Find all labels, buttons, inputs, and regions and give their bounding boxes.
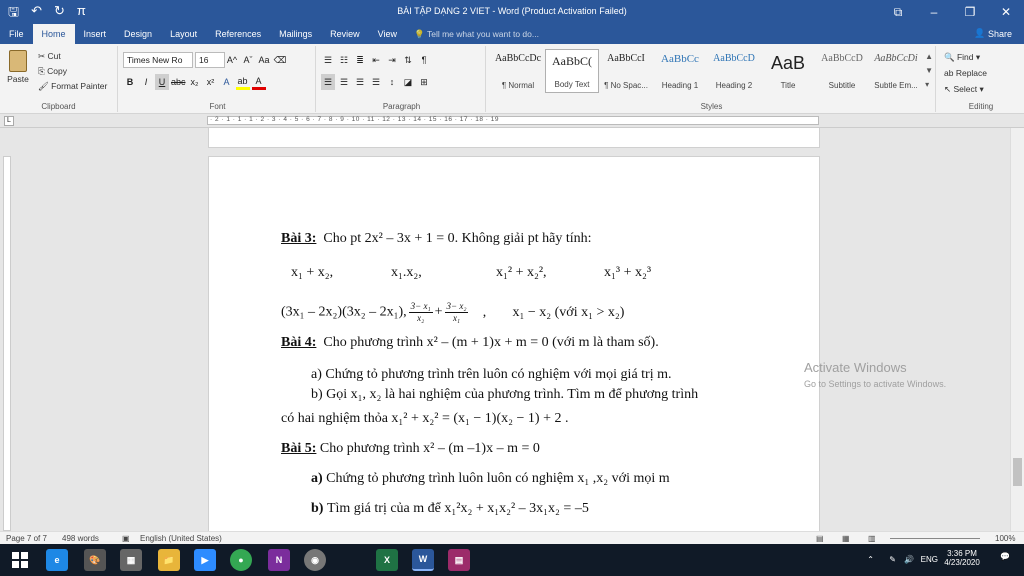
bai5-label: Bài 5: <box>281 441 317 456</box>
ime-indicator[interactable]: ENG <box>920 555 938 564</box>
ruler-numbers: · 2 · 1 · 1 · 1 · 2 · 3 · 4 · 5 · 6 · 7 · 8 · 9 · 10 · 11 · 12 · 13 · 14 · 15 · 16 · 17 · 18 · 19 <box>210 116 499 123</box>
bai3-expressions-1 <box>291 265 651 281</box>
line-spacing-icon[interactable]: ↕ <box>389 77 395 87</box>
underline-button[interactable]: U <box>155 74 169 90</box>
share-button[interactable] <box>974 28 1012 39</box>
maximize-button[interactable]: ❐ <box>964 5 976 19</box>
copy-label: Copy <box>47 66 68 76</box>
replace-label: Replace <box>955 68 988 78</box>
styles-label: Styles <box>700 102 723 111</box>
bai4-part-a: a) Chứng tỏ phương trình trên luôn có nghiệm với mọi giá trị m. <box>311 367 672 382</box>
paste-button[interactable] <box>6 48 30 84</box>
minimize-button[interactable]: – <box>930 5 938 19</box>
app-icon[interactable]: ▦ <box>120 549 142 571</box>
show-marks-icon[interactable]: ¶ <box>421 55 427 65</box>
person-icon: 👤 <box>974 28 988 38</box>
language[interactable]: English (United States) <box>140 534 222 543</box>
style-name: Subtitle <box>828 81 856 90</box>
comma: , <box>482 304 487 320</box>
style-preview: AaBbCcDc <box>494 53 542 64</box>
format-painter-label: Format Painter <box>51 81 108 91</box>
scissors-icon: ✂ <box>38 51 48 61</box>
paste-label: Paste <box>7 74 29 84</box>
horizontal-ruler <box>0 114 1024 128</box>
styles-group <box>488 46 936 112</box>
font-size-dropdown[interactable]: 16 <box>195 52 225 68</box>
save-icon[interactable]: 🖫 <box>8 4 20 19</box>
web-layout-icon[interactable]: ▥ <box>868 534 876 543</box>
expr-sum-cubes: x₁³ + x₂³ <box>604 265 652 280</box>
bai5-part-a <box>311 471 670 487</box>
bai3-label: Bài 3: <box>281 231 317 246</box>
bai4-part-b: b) Gọi x₁, x₂ là hai nghiệm của phương trình. Tìm m để phương trình <box>311 387 699 402</box>
fraction-2-den: x₁ <box>452 313 461 323</box>
window-title: BÀI TẬP DẠNG 2 VIET - Word (Product Activation Failed) <box>397 6 627 16</box>
style-normal[interactable] <box>491 49 545 93</box>
tab-insert[interactable]: Insert <box>83 29 107 39</box>
cut-label: Cut <box>47 51 61 61</box>
brush-icon: 🖌 <box>38 81 52 91</box>
editing-group <box>938 46 1024 112</box>
bai4-text: Cho phương trình x² – (m + 1)x + m = 0 (với m là tham số). <box>323 335 659 350</box>
strikethrough-button[interactable]: abc <box>171 77 186 87</box>
redo-icon[interactable]: ↻ <box>53 3 65 18</box>
cursor-icon: ↖ <box>944 84 954 94</box>
word-count[interactable]: 498 words <box>62 534 99 543</box>
fraction-2 <box>445 301 469 324</box>
format-painter-button[interactable] <box>38 79 107 94</box>
increase-indent-icon[interactable]: ⇥ <box>388 54 396 65</box>
pen-icon[interactable]: ✎ <box>889 555 896 564</box>
font-group <box>120 46 316 112</box>
bai5-a-label: a) <box>311 471 323 486</box>
clipboard-icon <box>9 50 27 72</box>
scrollbar-thumb[interactable] <box>1013 458 1022 486</box>
numbering-icon[interactable]: ☷ <box>339 54 349 65</box>
select-label: Select <box>953 84 978 94</box>
ribbon-display-icon[interactable]: ⧉ <box>893 4 903 19</box>
style-title[interactable] <box>761 49 815 93</box>
bold-button[interactable]: B <box>126 77 134 87</box>
time: 3:36 PM <box>947 549 977 558</box>
clock[interactable] <box>940 549 984 567</box>
zoom-slider[interactable] <box>890 538 980 539</box>
align-left-icon[interactable]: ☰ <box>321 74 335 90</box>
undo-icon[interactable]: ↶ <box>31 3 42 18</box>
close-button[interactable]: ✕ <box>1000 5 1012 19</box>
bai4-label: Bài 4: <box>281 335 317 350</box>
align-right-icon[interactable]: ☰ <box>355 76 365 87</box>
style-subtle-emphasis[interactable] <box>869 49 923 93</box>
winrar-icon[interactable]: ▤ <box>448 549 470 571</box>
magnifier-icon: 🔍 <box>944 52 957 62</box>
date: 4/23/2020 <box>944 558 980 567</box>
copy-icon: ⎘ <box>38 66 48 76</box>
excel-icon[interactable]: X <box>376 549 398 571</box>
lightbulb-icon: 💡 <box>414 28 427 39</box>
clipboard-label: Clipboard <box>41 102 76 111</box>
bai4-line <box>281 335 659 351</box>
style-preview: AaBbCcDi <box>874 53 918 64</box>
style-body-text[interactable] <box>545 49 599 93</box>
fraction-1-num: 3− x₁ <box>410 301 431 311</box>
bai4-condition: có hai nghiệm thỏa x₁² + x₂² = (x₁ − 1)(x₂ − 1) + 2 . <box>281 411 569 426</box>
print-layout-icon[interactable]: ▦ <box>842 534 850 543</box>
file-explorer-icon[interactable]: 📁 <box>158 549 180 571</box>
ribbon-tabs <box>0 24 1024 44</box>
equation-pi-icon[interactable]: π <box>76 3 86 18</box>
style-name: Subtle Em... <box>874 81 918 90</box>
more-styles-icon[interactable]: ▾ <box>925 80 930 89</box>
sort-icon[interactable]: ⇅ <box>404 54 412 65</box>
font-name-dropdown[interactable]: Times New Ro <box>123 52 193 68</box>
bullets-icon[interactable]: ☰ <box>323 54 333 65</box>
zoom-icon[interactable]: ▶ <box>194 549 216 571</box>
style-name: Heading 2 <box>715 81 753 90</box>
camera-icon[interactable]: ◉ <box>304 549 326 571</box>
expr-sum-squares: x₁² + x₂², <box>496 265 547 280</box>
justify-icon[interactable]: ☰ <box>371 76 381 87</box>
style-preview: AaBbCcD <box>713 53 755 64</box>
bai5-a-text: Chứng tỏ phương trình luôn luôn có nghiệm x₁ ,x₂ với mọi m <box>326 471 670 486</box>
bai5-b-label: b) <box>311 501 324 516</box>
document-page[interactable] <box>208 156 820 531</box>
windows-start-icon[interactable] <box>0 544 40 576</box>
window-controls <box>880 0 1024 24</box>
share-label: Share <box>987 28 1012 39</box>
vertical-ruler <box>0 128 14 531</box>
text-effects-button[interactable]: A <box>223 77 230 87</box>
style-name: ¶ Normal <box>501 81 535 90</box>
bai5-part-b <box>311 501 589 517</box>
style-preview: AaBbCc <box>661 53 699 65</box>
read-mode-icon[interactable]: ▤ <box>816 534 824 543</box>
superscript-button[interactable]: x² <box>206 77 215 87</box>
expr-difference: x₁ − x₂ (với x₁ > x₂) <box>512 304 625 320</box>
editing-label: Editing <box>968 102 994 111</box>
style-preview: AaBbC( <box>552 54 592 68</box>
tab-selector-icon[interactable]: L <box>4 116 14 126</box>
subscript-button[interactable]: x₂ <box>190 77 199 87</box>
grow-font-button[interactable]: A^ <box>226 55 238 65</box>
watermark-line2: Go to Settings to activate Windows. <box>804 379 947 389</box>
style-preview: AaBbCcI <box>607 53 645 64</box>
find-label: Find <box>956 52 974 62</box>
bai3-text: Cho pt 2x² – 3x + 1 = 0. Không giải pt hãy tính: <box>323 231 592 246</box>
word-icon[interactable]: W <box>412 549 434 571</box>
watermark-line1: Activate Windows <box>804 360 907 375</box>
fraction-1-den: x₂ <box>417 313 425 323</box>
vertical-ruler-bar <box>3 156 11 531</box>
page-count[interactable]: Page 7 of 7 <box>6 534 47 543</box>
shading-icon[interactable]: ◪ <box>403 76 413 87</box>
style-no-spacing[interactable] <box>599 49 653 93</box>
plus-sign: + <box>434 304 443 320</box>
ribbon <box>0 44 1024 114</box>
proofing-icon[interactable]: ▣ <box>122 534 130 543</box>
replace-button[interactable] <box>944 65 987 81</box>
change-case-button[interactable]: Aa <box>258 55 270 65</box>
vertical-scrollbar[interactable] <box>1010 128 1024 531</box>
expr-product: x₁.x₂, <box>391 265 422 280</box>
style-name: Title <box>780 81 796 90</box>
style-preview: AaBbCcD <box>821 53 863 64</box>
decrease-indent-icon[interactable]: ⇤ <box>372 54 380 65</box>
bai5-text: Cho phương trình x² – (m –1)x – m = 0 <box>319 441 540 456</box>
paragraph-group <box>318 46 486 112</box>
onenote-icon[interactable]: N <box>268 549 290 571</box>
status-bar <box>0 531 1024 544</box>
style-subtitle[interactable] <box>815 49 869 93</box>
clipboard-group <box>0 46 118 112</box>
previous-page-bottom <box>208 128 820 148</box>
tab-file[interactable]: File <box>9 29 24 39</box>
style-name: Heading 1 <box>661 81 699 90</box>
borders-icon[interactable]: ⊞ <box>420 76 428 87</box>
font-label: Font <box>209 102 226 111</box>
cut-button[interactable] <box>38 49 107 64</box>
find-button[interactable]: 🔍 Find ▾ <box>944 49 987 65</box>
highlight-button[interactable]: ab <box>236 74 250 90</box>
fraction-2-num: 3− x₂ <box>446 301 467 311</box>
clear-format-icon[interactable]: ⌫ <box>273 54 287 65</box>
style-heading-1[interactable] <box>653 49 707 93</box>
align-center-icon[interactable]: ☰ <box>339 76 349 87</box>
style-heading-2[interactable] <box>707 49 761 93</box>
font-color-button[interactable]: A <box>252 74 266 90</box>
scroll-up-icon[interactable]: ▲ <box>925 52 933 61</box>
styles-scroll[interactable] <box>925 50 933 92</box>
paint-icon[interactable]: 🎨 <box>84 549 106 571</box>
bai5-b-text: Tìm giá trị của m để x₁²x₂ + x₁x₂² – 3x₁x₂ = –5 <box>326 501 589 516</box>
fraction-1 <box>409 301 433 324</box>
bai3-expressions-2 <box>281 301 624 324</box>
bai5-line <box>281 441 540 457</box>
volume-icon[interactable]: 🔊 <box>904 555 914 564</box>
replace-icon: ab <box>944 68 956 78</box>
shrink-font-button[interactable]: Aˇ <box>243 55 253 65</box>
tab-home[interactable]: Home <box>33 24 75 44</box>
select-button[interactable]: ↖ Select ▾ <box>944 81 987 97</box>
edge-icon[interactable]: e <box>46 549 68 571</box>
expr-sum: x₁ + x₂, <box>291 265 334 280</box>
tab-review[interactable]: Review <box>330 29 360 39</box>
notification-icon[interactable]: 💬 <box>1000 552 1010 561</box>
copy-button[interactable] <box>38 64 107 79</box>
paragraph-label: Paragraph <box>382 102 421 111</box>
style-preview: AaB <box>770 53 806 73</box>
style-name: ¶ No Spac... <box>604 81 648 90</box>
zoom-level[interactable]: 100% <box>995 534 1016 543</box>
chrome-icon[interactable]: ● <box>230 549 252 571</box>
activation-watermark <box>804 360 946 389</box>
style-name: Body Text <box>554 80 590 89</box>
expr-3x1-2x2: (3x₁ – 2x₂)(3x₂ – 2x₁), <box>281 304 407 320</box>
title-bar <box>0 0 1024 24</box>
tab-layout[interactable]: Layout <box>170 29 198 39</box>
tell-me-text: Tell me what you want to do... <box>426 29 539 39</box>
tell-me-box[interactable] <box>414 29 539 40</box>
tab-view[interactable]: View <box>377 29 398 39</box>
document-area <box>0 128 1024 531</box>
tab-mailings[interactable]: Mailings <box>279 29 313 39</box>
tab-design[interactable]: Design <box>124 29 153 39</box>
tab-references[interactable]: References <box>215 29 262 39</box>
tray-chevron-icon[interactable]: ⌃ <box>867 555 874 564</box>
scroll-down-icon[interactable]: ▼ <box>925 66 933 75</box>
taskbar <box>0 544 1024 576</box>
multilevel-list-icon[interactable]: ≣ <box>356 54 364 65</box>
italic-button[interactable]: I <box>144 77 148 87</box>
bai3-line <box>281 231 591 247</box>
